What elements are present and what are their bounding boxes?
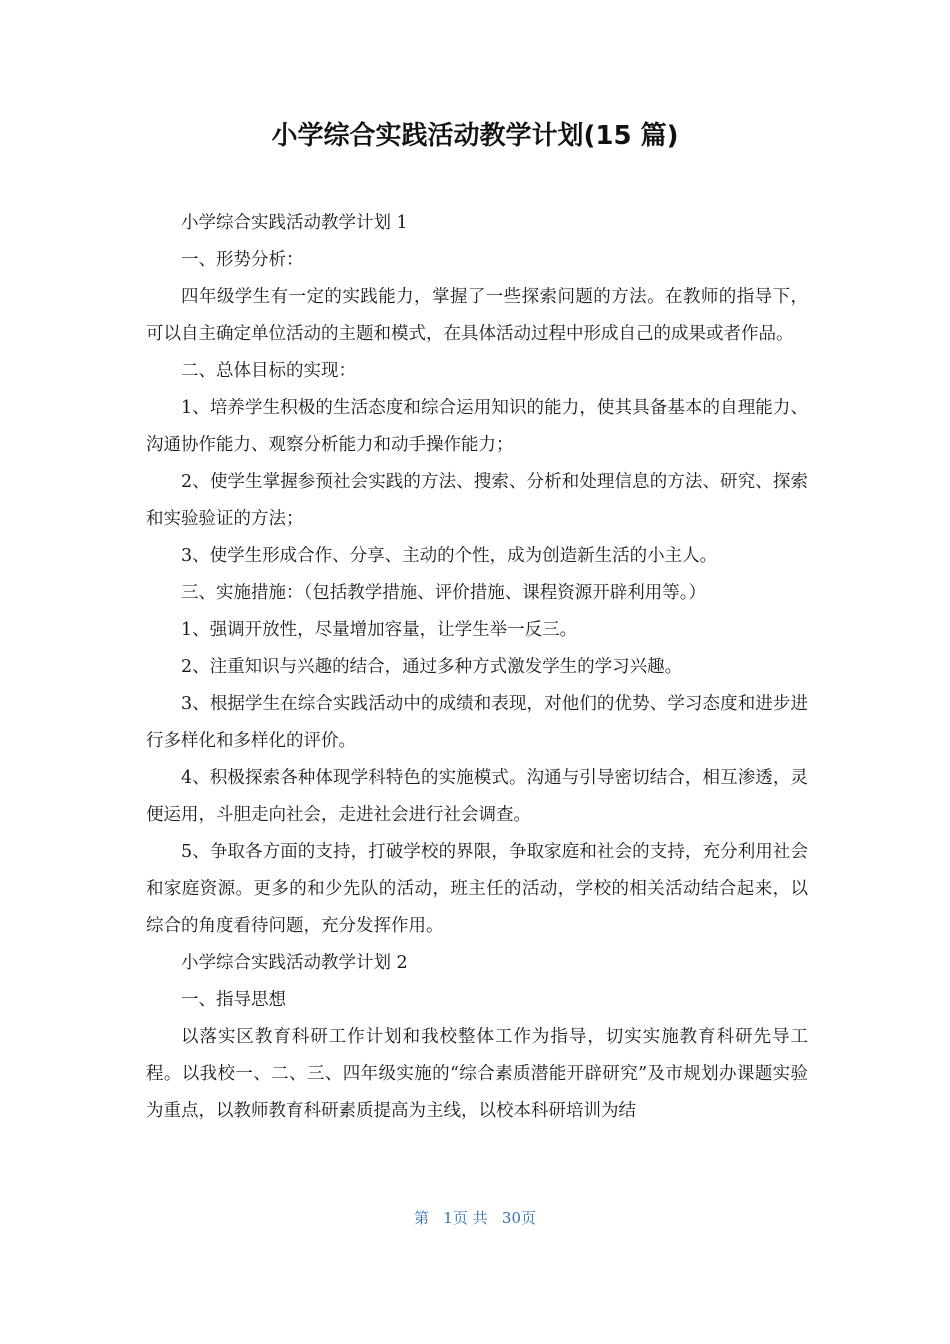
- paragraph-measure-4: 4、积极探索各种体现学科特色的实施模式。沟通与引导密切结合，相互渗透，灵便运用，斗胆走向社会，走进社会进行社会调查。: [146, 768, 808, 825]
- document-body: [146, 205, 808, 1130]
- paragraph-goal-3: 3、使学生形成合作、分享、主动的个性，成为创造新生活的小主人。: [181, 546, 718, 566]
- document-title: 小学综合实践活动教学计划(15 篇): [271, 121, 679, 151]
- paragraph-guiding-ideology: 以落实区教育科研工作计划和我校整体工作为指导，切实实施教育科研先导工程。以我校一、二、三、四年级实施的“综合素质潜能开辟研究”及市规划办课题实验为重点，以教师教育科研素质提高为主线，以校本科研培训为结: [146, 1027, 808, 1121]
- heading-situation-analysis: 一、形势分析：: [181, 250, 304, 270]
- paragraph-goal-1: 1、培养学生积极的生活态度和综合运用知识的能力，使其具备基本的自理能力、沟通协作能力、观察分析能力和动手操作能力；: [146, 398, 808, 455]
- heading-measures: 三、实施措施：（包括教学措施、评价措施、课程资源开辟利用等。）: [181, 583, 706, 603]
- section-heading-plan-1: 小学综合实践活动教学计划 1: [181, 213, 408, 233]
- paragraph-measure-3: 3、根据学生在综合实践活动中的成绩和表现，对他们的优势、学习态度和进步进行多样化和多样化的评价。: [146, 694, 808, 751]
- paragraph-situation: 四年级学生有一定的实践能力，掌握了一些探索问题的方法。在教师的指导下，可以自主确定单位活动的主题和模式，在具体活动过程中形成自己的成果或者作品。: [146, 287, 808, 344]
- heading-overall-goals: 二、总体目标的实现：: [181, 361, 356, 381]
- paragraph-measure-1: 1、强调开放性，尽量增加容量，让学生举一反三。: [181, 620, 578, 640]
- paragraph-measure-2: 2、注重知识与兴趣的结合，通过多种方式激发学生的学习兴趣。: [181, 657, 683, 677]
- heading-guiding-ideology: 一、指导思想: [181, 990, 286, 1010]
- page-number-footer: 第 1页 共 30页: [413, 1209, 536, 1227]
- section-heading-plan-2: 小学综合实践活动教学计划 2: [181, 953, 408, 973]
- paragraph-goal-2: 2、使学生掌握参预社会实践的方法、搜索、分析和处理信息的方法、研究、探索和实验验证的方法；: [146, 472, 808, 529]
- paragraph-measure-5: 5、争取各方面的支持，打破学校的界限，争取家庭和社会的支持，充分利用社会和家庭资源。更多的和少先队的活动，班主任的活动，学校的相关活动结合起来，以综合的角度看待问题，充分发挥作用。: [146, 842, 808, 936]
